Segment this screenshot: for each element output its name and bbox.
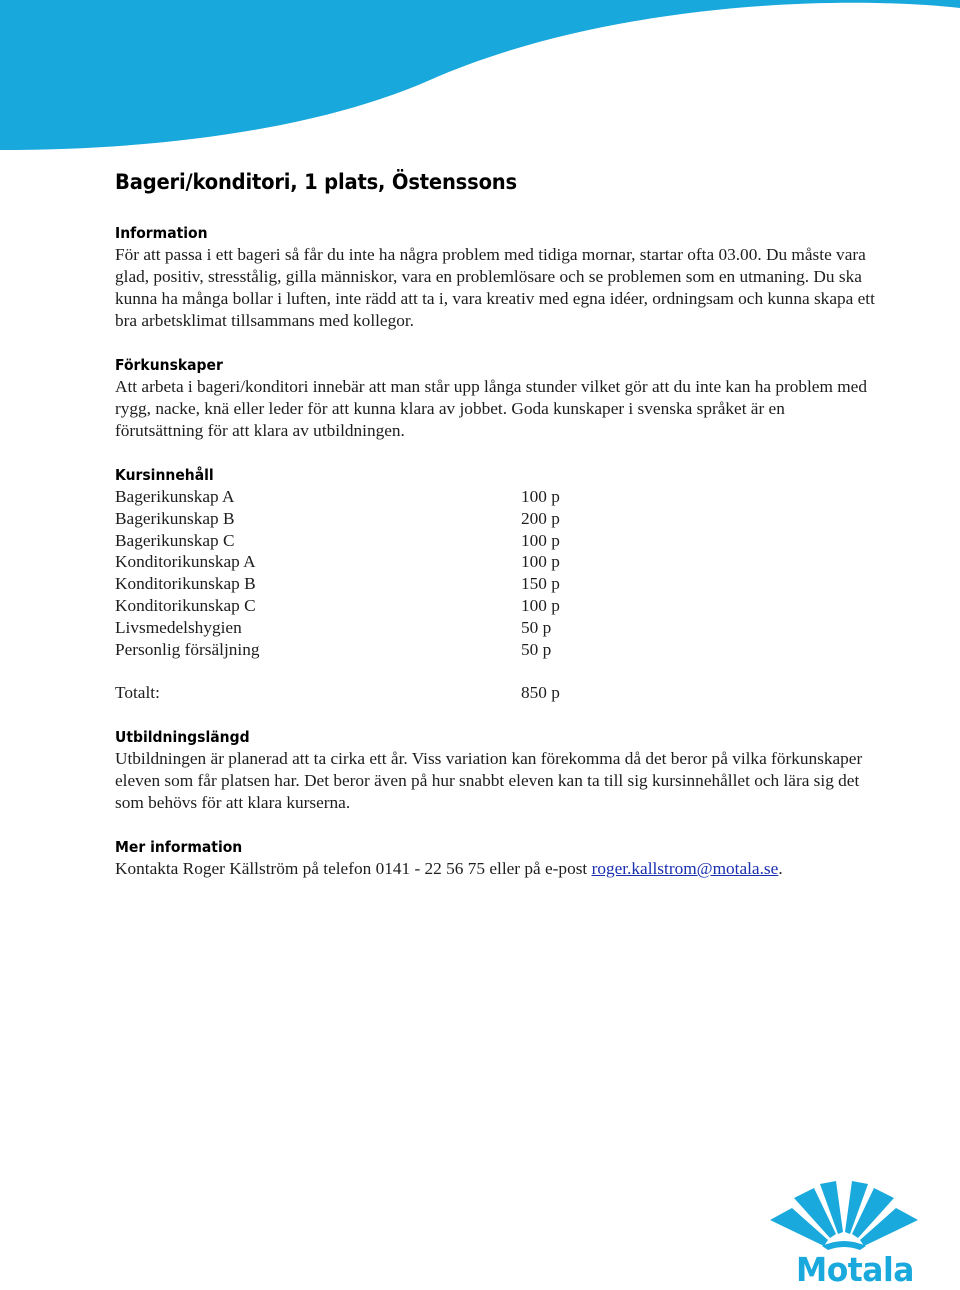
course-name: Konditorikunskap A: [115, 552, 256, 572]
course-points: 200 p: [521, 508, 560, 528]
contact-period: .: [778, 859, 783, 879]
course-points: 100 p: [521, 487, 560, 506]
heading-more-info: Mer information: [115, 838, 243, 857]
heading-course-content: Kursinnehåll: [115, 466, 214, 484]
total-points: 850 p: [521, 683, 560, 703]
heading-prerequisites: Förkunskaper: [115, 356, 223, 374]
course-points: 150 p: [521, 574, 560, 594]
course-name: Bagerikunskap B: [115, 508, 235, 528]
course-name: Personlig försäljning: [115, 639, 260, 659]
course-row: [115, 530, 560, 552]
header-wave: [0, 0, 960, 150]
course-points: 50 p: [521, 639, 552, 659]
course-name: Bagerikunskap A: [115, 487, 235, 506]
contact-text: Kontakta Roger Källström på telefon 0141 - 22 56 75 eller på e-post: [115, 859, 592, 879]
course-row: [115, 617, 560, 639]
heading-information: Information: [115, 224, 208, 242]
logo-text: Motala: [796, 1250, 914, 1289]
course-row: [115, 639, 560, 661]
course-row: [115, 508, 560, 530]
document-body: [115, 170, 875, 902]
course-row: [115, 595, 560, 617]
page-title: Bageri/konditori, 1 plats, Östenssons: [115, 170, 517, 194]
prerequisites-text: Att arbeta i bageri/konditori innebär att man står upp långa stunder vilket gör att du inte kan ha problem med rygg, nacke, knä eller leder för att kunna klara av jobbet. Goda kunskaper i svenska språket är en förutsättning för att klara av utbildningen.: [115, 377, 867, 440]
information-text: För att passa i ett bageri så får du inte ha några problem med tidiga mornar, startar ofta 03.00. Du måste vara glad, positiv, stresstålig, gilla människor, vara en problemlösare och se problemen som en utmaning. Du ska kunna ha många bollar i luften, inte rädd att ta i, vara kreativ med egna idéer, ordningsam och kunna skapa ett bra arbetsklimat tillsammans med kollegor.: [115, 245, 875, 330]
course-row: [115, 551, 560, 573]
course-points: 100 p: [521, 530, 560, 550]
heading-duration: Utbildningslängd: [115, 728, 250, 747]
course-total-row: [115, 660, 560, 704]
more-info-text: [115, 858, 875, 880]
total-label: Totalt:: [115, 683, 160, 703]
course-name: Konditorikunskap B: [115, 574, 256, 594]
course-name: Livsmedelshygien: [115, 617, 242, 637]
course-points: 100 p: [521, 552, 560, 572]
course-table: [115, 486, 560, 704]
course-name: Konditorikunskap C: [115, 595, 256, 615]
course-points: 100 p: [521, 595, 560, 615]
course-row: [115, 573, 560, 595]
course-points: 50 p: [521, 617, 552, 637]
course-name: Bagerikunskap C: [115, 530, 235, 550]
email-link[interactable]: roger.kallstrom@motala.se: [591, 859, 779, 879]
duration-text: Utbildningen är planerad att ta cirka ett år. Viss variation kan förekomma då det beror på vilka förkunskaper eleven som får platsen har. Det beror även på hur snabbt eleven kan ta till sig kursinnehållet och lära sig det som behövs för att klara kurserna.: [115, 749, 863, 813]
course-row: [115, 486, 560, 508]
